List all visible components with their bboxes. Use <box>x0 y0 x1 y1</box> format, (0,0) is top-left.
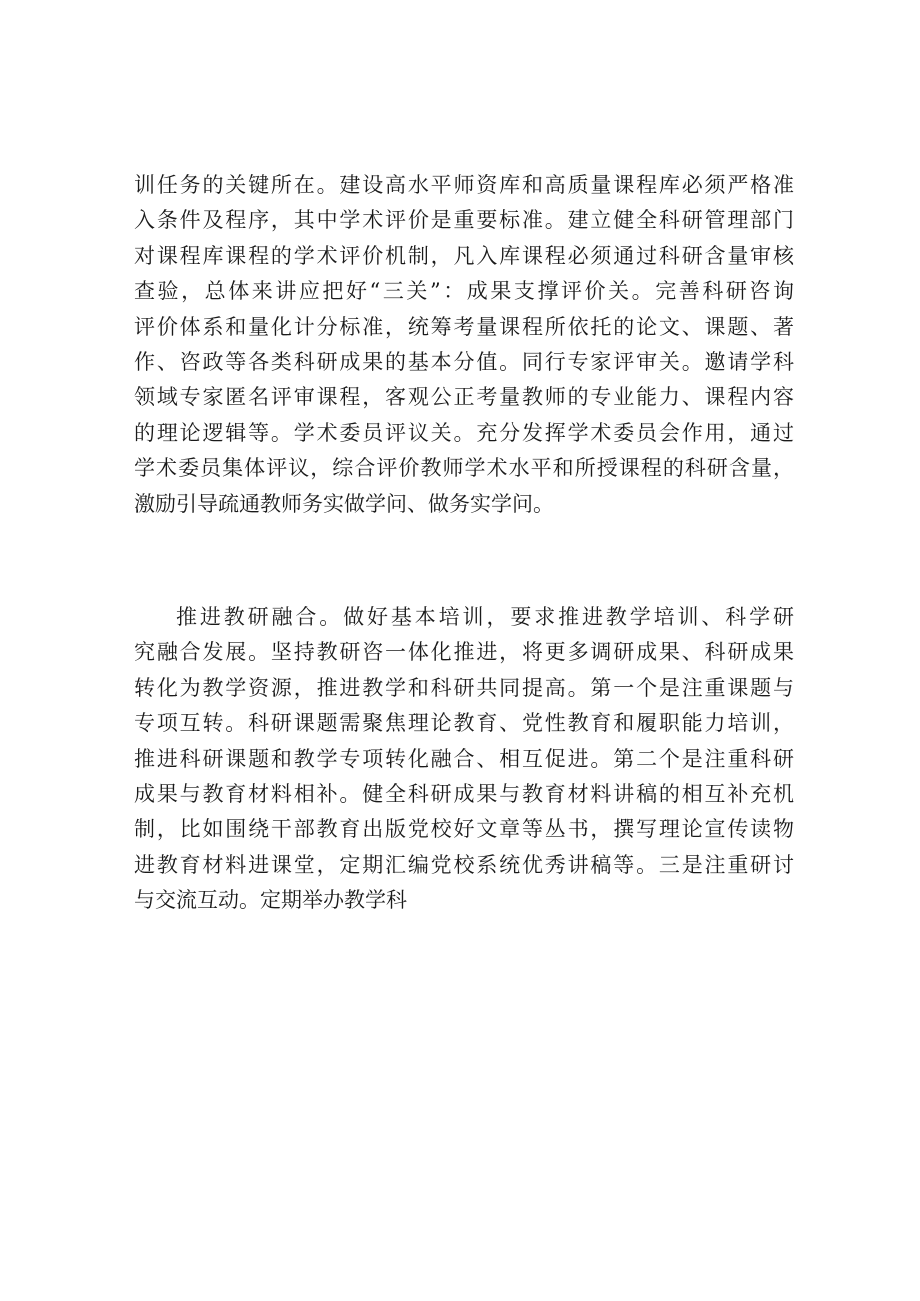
paragraph-line: 查验，总体来讲应把好“三关”：成果支撑评价关。完善科研咨询 <box>134 279 794 304</box>
paragraph-line: 训任务的关键所在。建设高水平师资库和高质量课程库必须严格准 <box>134 173 794 197</box>
paragraph-line: 的理论逻辑等。学术委员评议关。充分发挥学术委员会作用，通过 <box>134 420 794 445</box>
paragraph-line: 与交流互动。定期举办教学科 <box>134 888 407 913</box>
paragraph-line: 推进科研课题和教学专项转化融合、相互促进。第二个是注重科研 <box>134 746 794 771</box>
paragraph-line: 入条件及程序，其中学术评价是重要标准。建立健全科研管理部门 <box>134 208 794 233</box>
paragraph-line: 激励引导疏通教师务实做学问、做务实学问。 <box>134 491 554 516</box>
paragraph-line: 进教育材料进课堂，定期汇编党校系统优秀讲稿等。三是注重研讨 <box>134 852 794 877</box>
paragraph-line: 作、咨政等各类科研成果的基本分值。同行专家评审关。邀请学科 <box>134 349 794 374</box>
paragraph-line: 领域专家匿名评审课程，客观公正考量教师的专业能力、课程内容 <box>134 385 794 410</box>
paragraph-line: 评价体系和量化计分标准，统筹考量课程所依托的论文、课题、著 <box>134 314 794 339</box>
paragraph-line: 推进教研融合。做好基本培训，要求推进教学培训、科学研 <box>176 605 794 629</box>
paragraph-line: 学术委员集体评议，综合评价教师学术水平和所授课程的科研含量， <box>134 456 794 481</box>
paragraph-line: 成果与教育材料相补。健全科研成果与教育材料讲稿的相互补充机 <box>134 781 794 806</box>
paragraph-line: 转化为教学资源，推进教学和科研共同提高。第一个是注重课题与 <box>134 675 794 700</box>
paragraph-line: 专项互转。科研课题需聚焦理论教育、党性教育和履职能力培训， <box>134 711 794 736</box>
paragraph-line: 制，比如围绕干部教育出版党校好文章等丛书，撰写理论宣传读物 <box>134 817 794 842</box>
paragraph-line: 究融合发展。坚持教研咨一体化推进，将更多调研成果、科研成果 <box>134 640 794 665</box>
paragraph-2 <box>134 600 794 919</box>
paragraph-line: 对课程库课程的学术评价机制，凡入库课程必须通过科研含量审核 <box>134 243 794 268</box>
paragraph-1 <box>134 168 794 522</box>
